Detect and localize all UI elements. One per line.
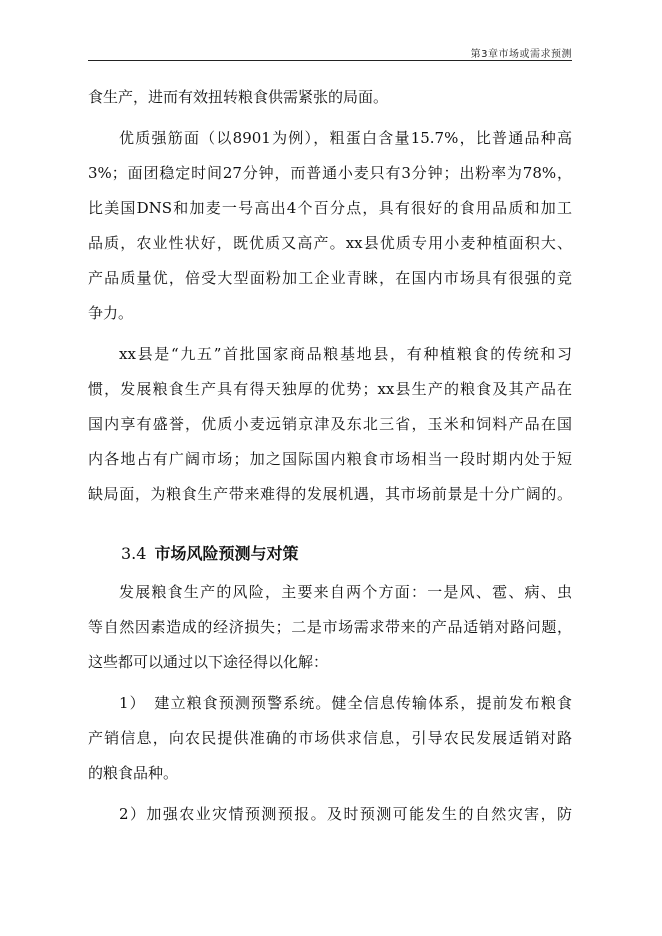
document-body [88, 80, 572, 832]
text-line: 争力。 [88, 304, 134, 322]
text-line: 产销信息，向农民提供准确的市场供求信息，引导农民发展适销对路 [88, 729, 572, 747]
text-line: 的粮食品种。 [88, 764, 179, 782]
text-line: 食生产，进而有效扭转粮食供需紧张的局面。 [88, 88, 389, 106]
header-chapter-title: 第3章市场或需求预测 [470, 49, 572, 60]
section-number: 3.4 [121, 544, 147, 563]
text-line: 缺局面，为粮食生产带来难得的发展机遇，其市场前景是十分广阔的。 [88, 485, 572, 503]
paragraph [88, 575, 572, 680]
text-line: 内各地占有广阔市场；加之国际国内粮食市场相当一段时期内处于短 [88, 450, 572, 468]
text-line: 国内享有盛誉，优质小麦远销京津及东北三省，玉米和饲料产品在国 [88, 415, 572, 433]
text-line: 这些都可以通过以下途径得以化解： [88, 653, 329, 671]
list-item [88, 797, 572, 832]
text-line: 1） 建立粮食预测预警系统。健全信息传输体系，提前发布粮食 [119, 694, 572, 712]
paragraph [88, 121, 572, 331]
text-line: 发展粮食生产的风险，主要来自两个方面：一是风、雹、病、虫 [119, 583, 572, 601]
list-item [88, 686, 572, 791]
page-header [88, 42, 572, 61]
paragraph [88, 337, 572, 512]
section-heading [88, 536, 572, 571]
text-line: 3%；面团稳定时间27分钟，而普通小麦只有3分钟；出粉率为78%， [88, 164, 572, 182]
text-line: 惯，发展粮食生产具有得天独厚的优势；xx县生产的粮食及其产品在 [88, 380, 572, 398]
text-line: 品质，农业性状好，既优质又高产。xx县优质专用小麦种植面积大、 [88, 234, 572, 252]
text-line: 比美国DNS和加麦一号高出4个百分点，具有很好的食用品质和加工 [88, 199, 572, 217]
text-line: 优质强筋面（以8901为例），粗蛋白含量15.7%，比普通品种高 [119, 129, 572, 147]
text-line: xx县是“九五”首批国家商品粮基地县，有种植粮食的传统和习 [119, 345, 572, 363]
paragraph [88, 80, 572, 115]
text-line: 产品质量优，倍受大型面粉加工企业青睐，在国内市场具有很强的竞 [88, 269, 572, 287]
text-line: 2）加强农业灾情预测预报。及时预测可能发生的自然灾害，防 [119, 805, 572, 823]
text-line: 等自然因素造成的经济损失；二是市场需求带来的产品适销对路问题， [88, 618, 572, 636]
section-title: 市场风险预测与对策 [154, 544, 299, 563]
